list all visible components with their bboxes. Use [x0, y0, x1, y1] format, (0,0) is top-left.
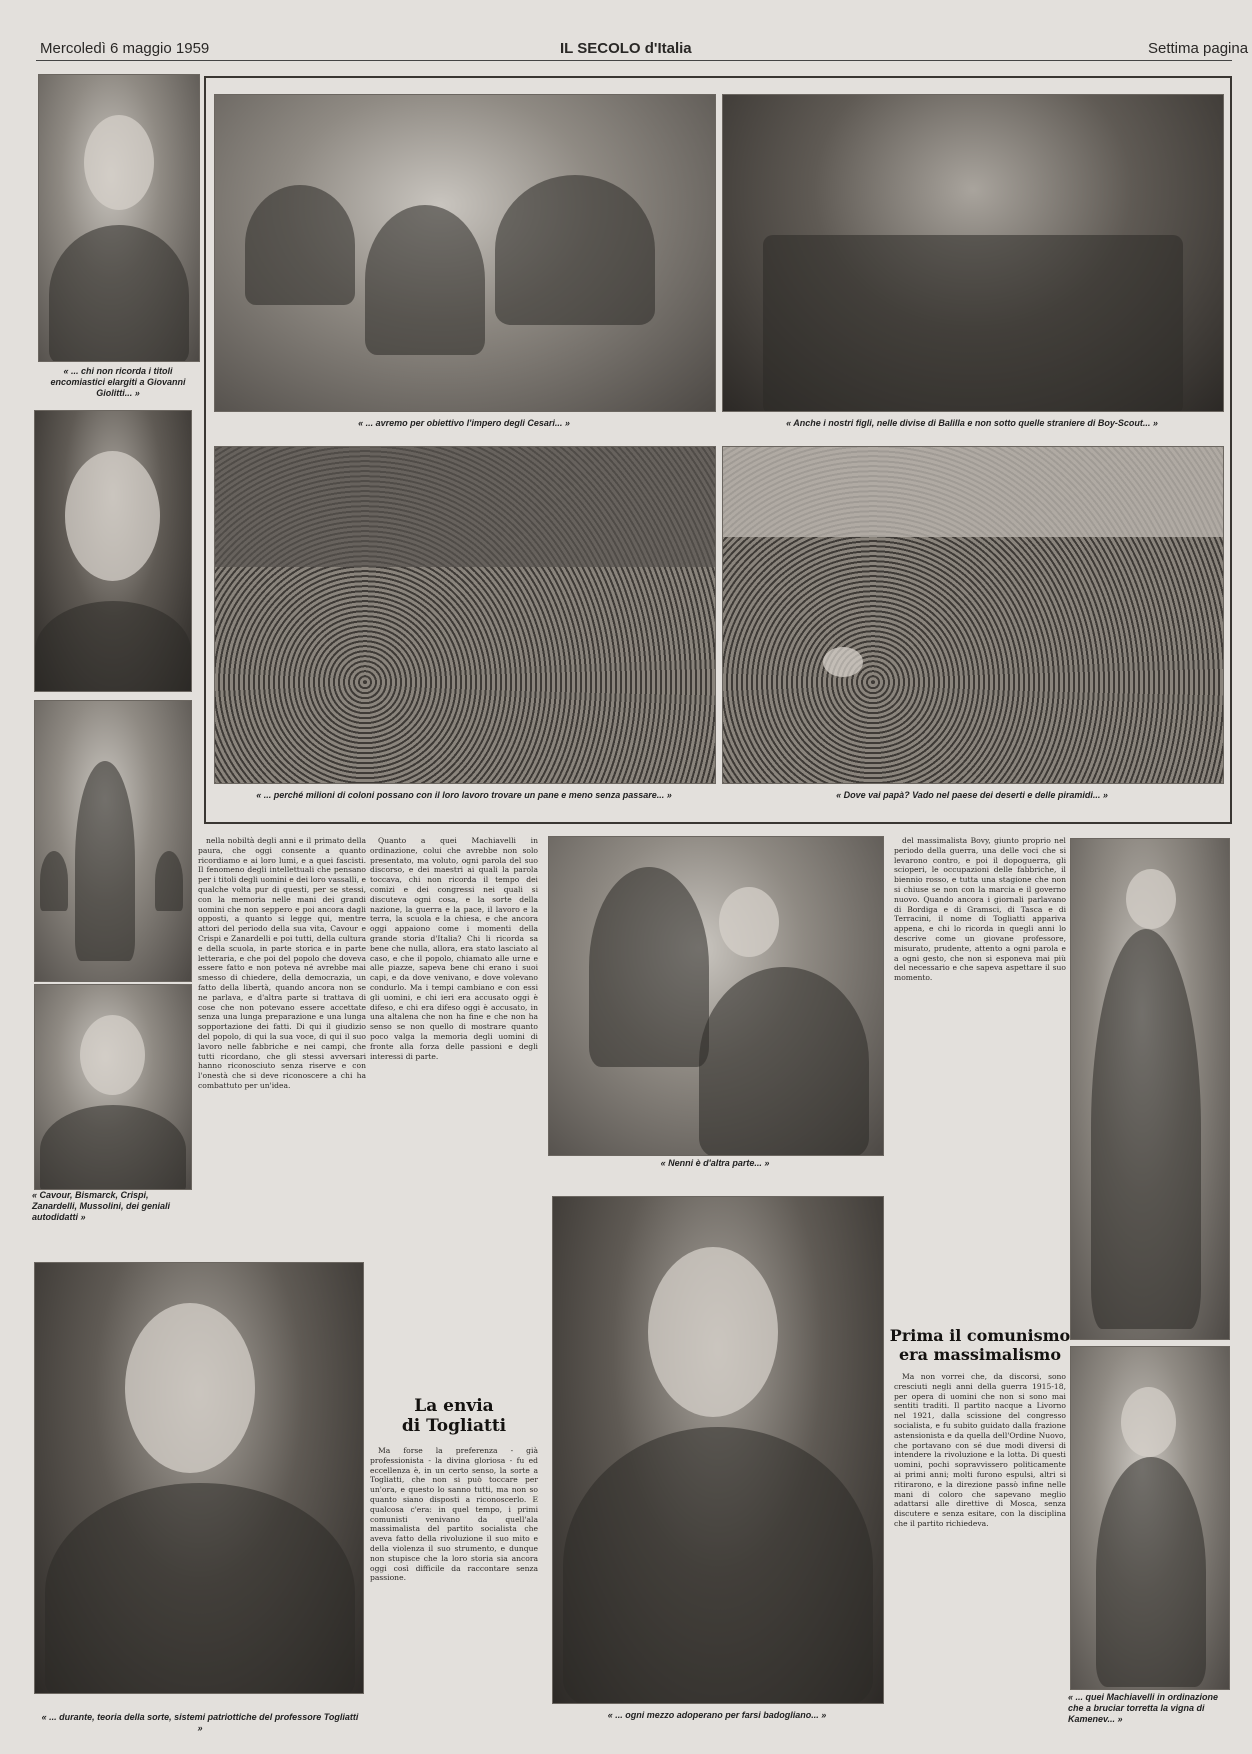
article-column-2b [370, 1446, 538, 1746]
photo-crispi [34, 984, 192, 1190]
article-column-3b-text: Ma non vorrei che, da discorsi, sono cresciuti negli anni della guerra 1915-18, per opera di uomini che non si sono mai sentiti traditi. Il partito nacque a Livorno nel 1921, dalla scissione del congresso socialista, e fu subito guidato dalla frazione astensionista e da quella dell'Ordine Nuovo, che portavano con sé due modi diversi di intendere la rivoluzione e la lotta. Di questi uomini, pochi sopravvissero politicamente ai primi anni; molti furono espulsi, altri si ritirarono, e la direzione passò infine nelle mani di coloro che sapevano meglio adattarsi alle direttive di Mosca, senza discutere e senza esitare, con la disciplina che il partito richiedeva. [894, 1372, 1066, 1528]
headline-comunismo-line1: Prima il comunismo [889, 1326, 1071, 1345]
caption-coloni: « ... perché milioni di coloni possano con il loro lavoro trovare un pane e meno senza passare... » [256, 790, 672, 800]
article-column-2 [370, 836, 538, 1392]
article-column-2-text: Quanto a quei Machiavelli in ordinazione, colui che avrebbe non solo presentato, ma voluto, ogni parola del suo discorso, e dei maestri ai quali la parola toccava, chi non ricorda il tempo dei comizi e dei congressi nei quali si discuteva ogni cosa, e la sorte della nazione, la guerra e la pace, il lavoro e la terra, la scuola e la chiesa, e che ancora oggi appaiono come i momenti della grande storia d'Italia? Chi li ricorda sa bene che nulla, allora, era stato lasciato al caso, e che il popolo, chiamato alle urne e alle piazze, sapeva bene chi erano i suoi capi, e da dove venivano, e dove volevano condurlo. Ma i tempi cambiano e con essi gli uomini, e chi ieri era accusato oggi è difeso, e chi era difeso oggi è accusato, in una altalena che non ha fine e che non ha senso se non quello di mostrare quanto poco valga la memoria degli uomini di fronte alla forza delle passioni e degli interessi di parte. [370, 836, 538, 1061]
caption-cesari: « ... avremo per obiettivo l'impero degli Cesari... » [358, 418, 570, 428]
article-column-1-text: nella nobiltà degli anni e il primato della paura, che oggi consente a quanto ricordiamo e ai loro lumi, e a quei fascisti. Il fenomeno degli intellettuali che pensano per i titoli degli uomini e dei loro vassalli, e qualche volta pur di questi, per se stessi, con la memoria nelle mani dei grandi uomini che non seppero e poi ancora dagli opposti, a quanto si legge qui, mentre attori del periodo della sua vita, Cavour e Crispi e Zanardelli e poi tutti, della cultura e della scuola, in parte storica e in parte letteraria, e che poi del popolo che doveva essere fatto e non poteva né avrebbe mai smesso di chiedere, della democrazia, un fatto della libertà, quando ancora non se ne parlava, e d'altra parte si trattava di cose che non potevano essere accettate senza una lunga preparazione e una lunga sopportazione dei fatti. Di qui il giudizio del popolo, di qui la sua voce, di qui il suo lavoro nelle fabbriche e nei campi, che tutti ricordano, che gli stessi avversari hanno riconosciuto senza riserve e con l'onestà che si deve riconoscere a chi ha combattuto per un'idea. [198, 836, 366, 1090]
headline-comunismo [888, 1326, 1072, 1364]
caption-nenni: « Nenni è d'altra parte... » [660, 1158, 770, 1168]
photo-balilla [722, 94, 1224, 412]
photo-standing-politician [1070, 838, 1230, 1340]
article-column-3-text: del massimalista Bovy, giunto proprio nel periodo della guerra, una delle voci che si levarono contro, e poi il dopoguerra, gli scioperi, le occupazioni delle fabbriche, il biennio rosso, e tutta una stagione che non si chiuse se non con la marcia e il governo nuovo. Quando ancora i giornali parlavano di Bordiga e di Gramsci, di Tasca e di Terracini, il nome di Togliatti appariva appena, e chi lo ricorda in quegli anni lo descrive come un giovane professore, misurato, prudente, attento a ogni parola e a ogni gesto, che non si esponeva mai più del necessario e che sapeva aspettare il suo momento. [894, 836, 1066, 983]
header-rule [36, 60, 1232, 61]
photo-chariot [214, 94, 716, 412]
caption-papa: « Dove vai papà? Vado nel paese dei deserti e delle piramidi... » [836, 790, 1108, 800]
photo-giolitti [38, 74, 200, 362]
photo-bombacci [1070, 1346, 1230, 1690]
photo-nenni [548, 836, 884, 1156]
photo-ship-crowd [214, 446, 716, 784]
masthead: IL SECOLO d'Italia [560, 40, 692, 57]
photo-standing-man [34, 700, 192, 982]
photo-badoglio [552, 1196, 884, 1704]
article-column-1 [198, 836, 366, 1250]
caption-leaders: « Cavour, Bismarck, Crispi, Zanardelli, Mussolini, dei geniali autodidatti » [32, 1190, 171, 1222]
caption-togliatti: « ... durante, teoria della sorte, sistemi patriottiche del professore Togliatti » [41, 1712, 359, 1733]
article-column-3b [894, 1372, 1066, 1746]
caption-badoglio: « ... ogni mezzo adoperano per farsi badogliano... » [607, 1710, 827, 1720]
photo-cavour [34, 410, 192, 692]
headline-invidia-line1: La envia [414, 1396, 494, 1416]
headline-invidia-line2: di Togliatti [401, 1416, 507, 1436]
caption-balilla: « Anche i nostri figli, nelle divise di Balilla e non sotto quelle straniere di Boy-Scout... » [786, 418, 1158, 428]
caption-bombacci: « ... quei Machiavelli in ordinazione che a bruciar torretta la vigna di Kamenev... » [1068, 1692, 1219, 1724]
page-label: Settima pagina [1148, 40, 1249, 57]
headline-invidia [370, 1396, 538, 1436]
article-column-2b-text: Ma forse la preferenza - già professionista - la divina gloriosa - fu ed eccellenza è, in un certo senso, la sorte a Togliatti, che non si può toccare per un'ora, e questo lo sanno tutti, ma non so quanto siano disposti a riconoscerlo. E qualcosa c'era: in quel tempo, i primi comunisti venivano da quell'ala massimalista del partito socialista che aveva fatto della rivoluzione il suo mito e della violenza il suo strumento, e dunque non stupisce che la loro storia sia ancora oggi così difficile da raccontare senza passione. [370, 1446, 538, 1583]
issue-date: Mercoledì 6 maggio 1959 [40, 40, 210, 57]
headline-comunismo-line2: era massimalismo [899, 1345, 1061, 1364]
photo-togliatti [34, 1262, 364, 1694]
caption-giolitti: « ... chi non ricorda i titoli encomiastici elargiti a Giovanni Giolitti... » [50, 366, 186, 398]
photo-departure [722, 446, 1224, 784]
article-column-3 [894, 836, 1066, 1318]
